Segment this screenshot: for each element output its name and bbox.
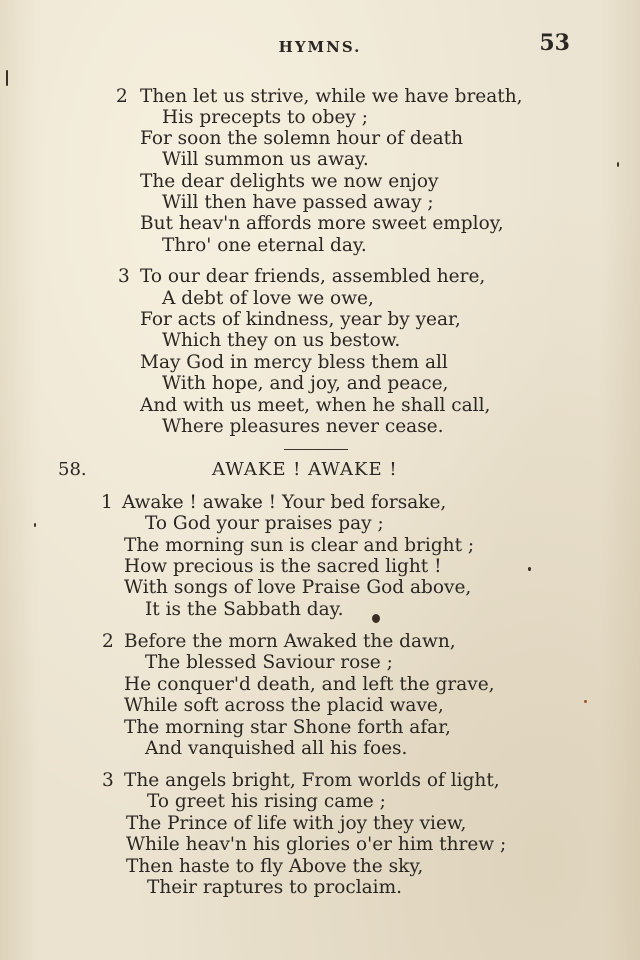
verse-line: The angels bright, From worlds of light, [124, 770, 500, 791]
verse-line: And with us meet, when he shall call, [140, 395, 491, 416]
verse-line: And vanquished all his foes. [145, 738, 408, 759]
verse-line: Where pleasures never cease. [162, 416, 444, 437]
verse-line: To God your praises pay ; [145, 513, 384, 534]
paper-speck [6, 70, 8, 86]
verse-line: To greet his rising came ; [147, 791, 386, 812]
verse-line: Their raptures to proclaim. [147, 877, 402, 898]
verse-line: A debt of love we owe, [162, 288, 374, 309]
verse-line: The morning star Shone forth afar, [124, 717, 451, 738]
stanza-number: 1 [101, 492, 113, 513]
hymn-number: 58. [58, 459, 87, 480]
verse-line: Thro' one eternal day. [162, 235, 367, 256]
verse-line: The morning sun is clear and bright ; [124, 535, 475, 556]
verse-line: With hope, and joy, and peace, [162, 373, 449, 394]
verse-line: Then let us strive, while we have breath, [140, 86, 523, 107]
paper-speck [617, 162, 619, 167]
verse-line: The Prince of life with joy they view, [126, 813, 467, 834]
paper-speck [584, 700, 587, 703]
section-divider [284, 449, 348, 450]
verse-line: But heav'n affords more sweet employ, [140, 213, 504, 234]
stanza-number: 2 [102, 631, 114, 652]
stanza-number: 3 [102, 770, 114, 791]
page-number: 53 [539, 30, 570, 56]
running-head: HYMNS. [278, 38, 362, 56]
paper-speck [34, 523, 36, 527]
verse-line: Which they on us bestow. [162, 330, 401, 351]
verse-line: With songs of love Praise God above, [124, 577, 472, 598]
verse-line: While soft across the placid wave, [124, 695, 444, 716]
verse-line: It is the Sabbath day. [145, 599, 344, 620]
verse-line: May God in mercy bless them all [140, 352, 448, 373]
verse-line: To our dear friends, assembled here, [140, 266, 486, 287]
verse-line: Before the morn Awaked the dawn, [124, 631, 456, 652]
hymn-title: AWAKE ! AWAKE ! [212, 459, 398, 480]
verse-line: For soon the solemn hour of death [140, 128, 463, 149]
verse-line: Then haste to fly Above the sky, [126, 856, 424, 877]
verse-line: How precious is the sacred light ! [124, 556, 442, 577]
verse-line: For acts of kindness, year by year, [140, 309, 461, 330]
verse-line: He conquer'd death, and left the grave, [124, 674, 495, 695]
verse-line: Will summon us away. [162, 149, 369, 170]
verse-line: While heav'n his glories o'er him threw ; [126, 834, 507, 855]
stanza-number: 2 [116, 86, 128, 107]
paper-speck [528, 567, 531, 571]
ink-blot [372, 614, 380, 623]
verse-line: Will then have passed away ; [162, 192, 434, 213]
verse-line: Awake ! awake ! Your bed forsake, [122, 492, 447, 513]
verse-line: The blessed Saviour rose ; [145, 652, 393, 673]
stanza-number: 3 [118, 266, 130, 287]
verse-line: His precepts to obey ; [162, 107, 368, 128]
verse-line: The dear delights we now enjoy [140, 171, 439, 192]
